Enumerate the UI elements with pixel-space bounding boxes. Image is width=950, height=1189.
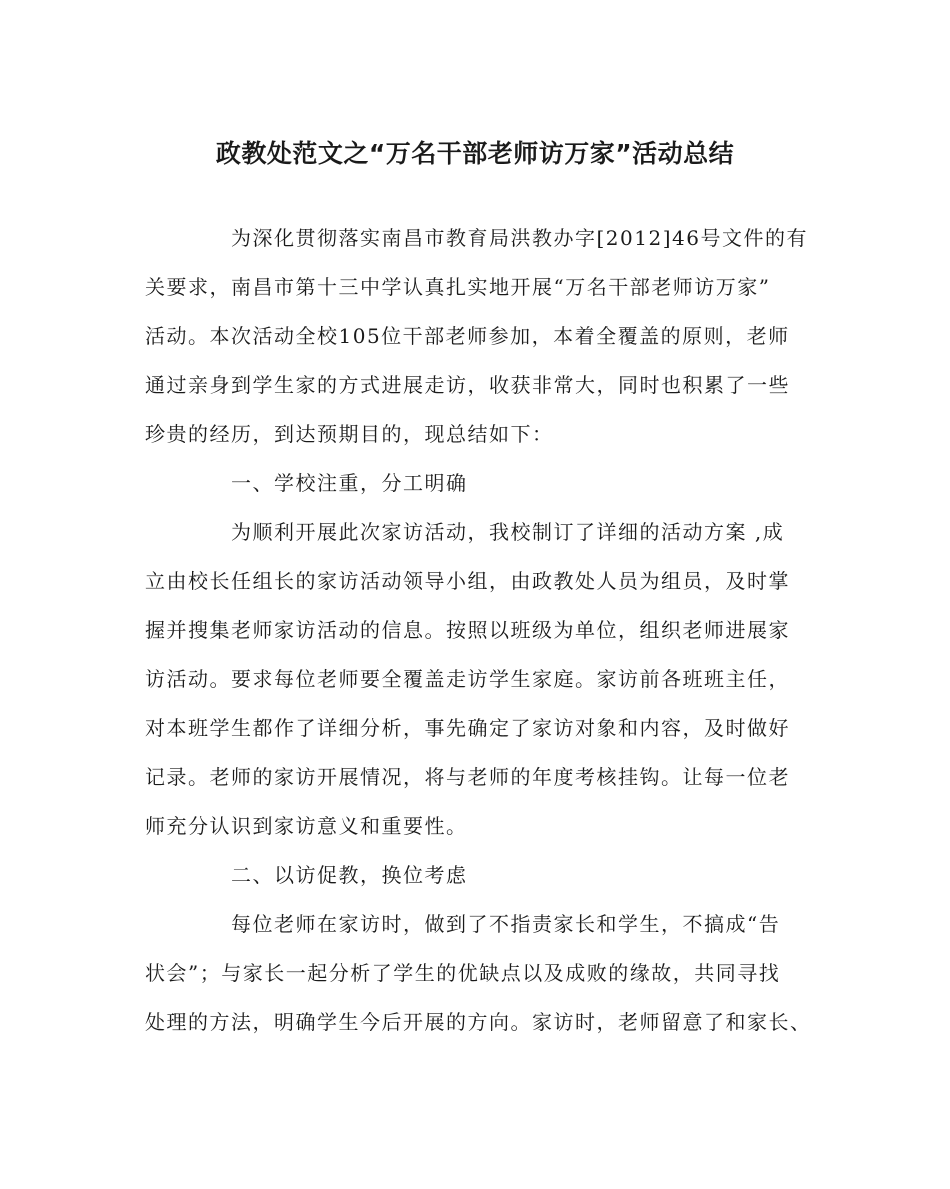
body-line: 状会”；与家长一起分析了学生的优缺点以及成败的缘故，共同寻找 xyxy=(145,961,781,985)
body-line: 为深化贯彻落实南昌市教育局洪教办字[2012]46号文件的有 xyxy=(231,226,808,250)
body-line: 每位老师在家访时，做到了不指责家长和学生，不搞成“告 xyxy=(231,912,781,936)
section-heading: 一、学校注重，分工明确 xyxy=(231,471,468,495)
body-line: 立由校长任组长的家访活动领导小组，由政教处人员为组员，及时掌 xyxy=(145,569,790,593)
body-line: 记录。老师的家访开展情况，将与老师的年度考核挂钩。让每一位老 xyxy=(145,765,790,789)
body-line: 珍贵的经历，到达预期目的，现总结如下： xyxy=(145,422,554,446)
document-title: 政教处范文之“万名干部老师访万家”活动总结 xyxy=(215,139,735,168)
body-line: 为顺利开展此次家访活动，我校制订了详细的活动方案 ,成 xyxy=(231,520,785,544)
body-line: 关要求，南昌市第十三中学认真扎实地开展“万名干部老师访万家” xyxy=(145,275,771,299)
body-line: 访活动。要求每位老师要全覆盖走访学生家庭。家访前各班班主任， xyxy=(145,667,790,691)
body-line: 对本班学生都作了详细分析，事先确定了家访对象和内容，及时做好 xyxy=(145,716,790,740)
body-line: 握并搜集老师家访活动的信息。按照以班级为单位，组织老师进展家 xyxy=(145,618,790,642)
body-line: 处理的方法，明确学生今后开展的方向。家访时，老师留意了和家长、 xyxy=(145,1010,812,1034)
document-body xyxy=(145,218,810,1051)
body-line: 师充分认识到家访意义和重要性。 xyxy=(145,814,468,838)
section-heading: 二、以访促教，换位考虑 xyxy=(231,863,468,887)
body-line: 活动。本次活动全校105位干部老师参加，本着全覆盖的原则，老师 xyxy=(145,324,790,348)
body-line: 通过亲身到学生家的方式进展走访，收获非常大，同时也积累了一些 xyxy=(145,373,790,397)
